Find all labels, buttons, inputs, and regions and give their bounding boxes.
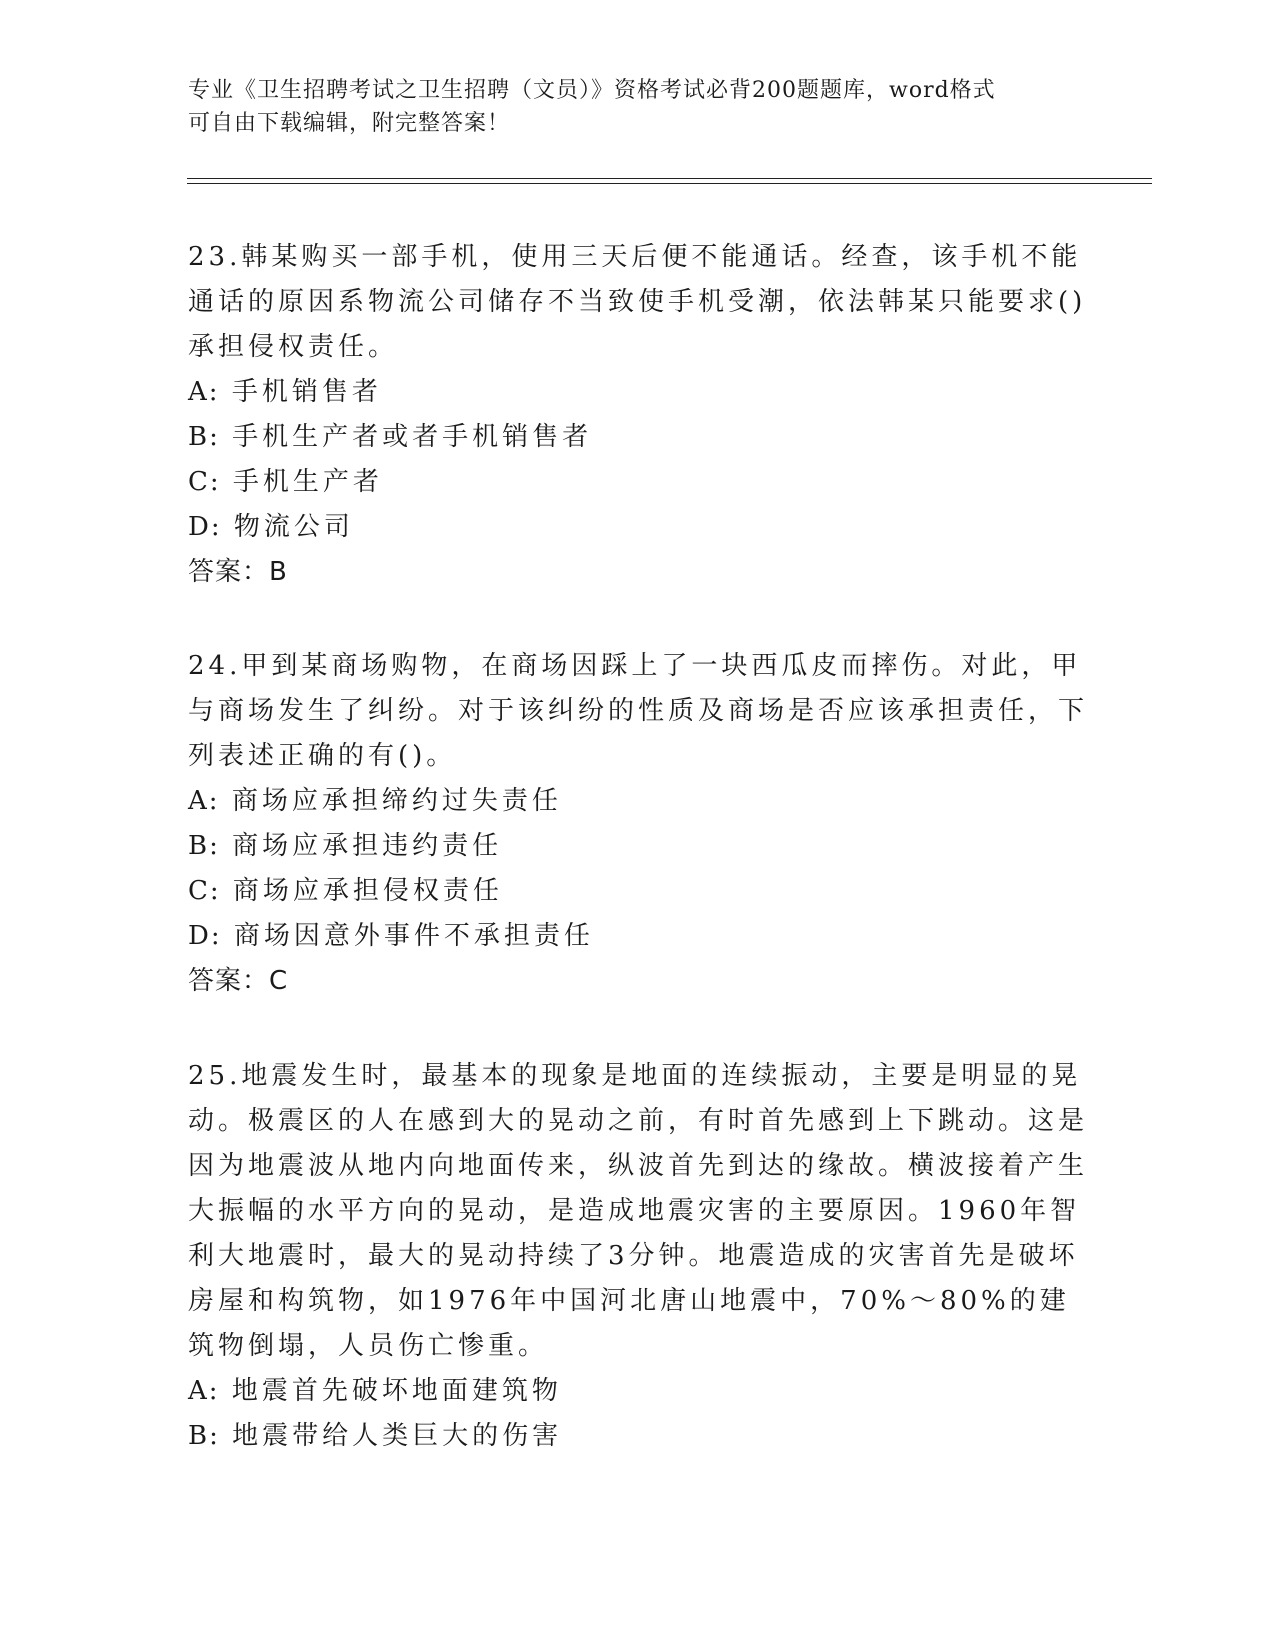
option-a xyxy=(188,779,1088,824)
option-d xyxy=(188,505,1088,550)
option-text: 地震首先破坏地面建筑物 xyxy=(231,1376,562,1406)
option-text: 商场应承担违约责任 xyxy=(232,831,503,861)
option-b xyxy=(188,415,1088,460)
option-text: 手机生产者 xyxy=(232,467,383,497)
option-d xyxy=(188,914,1088,959)
option-text: 商场应承担侵权责任 xyxy=(232,876,503,906)
option-b xyxy=(188,1414,1088,1459)
header-line-2: 可自由下载编辑，附完整答案！ xyxy=(188,111,511,136)
answer: 答案：B xyxy=(188,557,288,587)
option-label: D: xyxy=(188,512,222,542)
header-rule-top xyxy=(187,178,1152,179)
option-label: A: xyxy=(188,786,220,816)
question-stem: 25.地震发生时，最基本的现象是地面的连续振动，主要是明显的晃动。极震区的人在感到大的晃动之前，有时首先感到上下跳动。这是因为地震波从地内向地面传来，纵波首先到达的缘故。横波接着产生大振幅的水平方向的晃动，是造成地震灾害的主要原因。1960年智利大地震时，最大的晃动持续了3分钟。地震造成的灾害首先是破坏房屋和构筑物，如1976年中国河北唐山地震中，70%～80%的建筑物倒塌，人员伤亡惨重。 xyxy=(188,1061,1089,1361)
option-b xyxy=(188,824,1088,869)
header-line-1: 专业《卫生招聘考试之卫生招聘（文员）》资格考试必背200题题库，word格式 xyxy=(188,78,996,103)
option-a xyxy=(188,1369,1088,1414)
question-stem: 23.韩某购买一部手机，使用三天后便不能通话。经查，该手机不能通话的原因系物流公司储存不当致使手机受潮，依法韩某只能要求()承担侵权责任。 xyxy=(188,242,1087,362)
question-24 xyxy=(188,644,1088,1004)
question-stem: 24.甲到某商场购物，在商场因踩上了一块西瓜皮而摔伤。对此，甲与商场发生了纠纷。对于该纠纷的性质及商场是否应该承担责任，下列表述正确的有()。 xyxy=(188,651,1089,771)
option-label: B: xyxy=(188,1421,220,1451)
option-label: C: xyxy=(188,467,221,497)
option-text: 物流公司 xyxy=(233,512,354,542)
option-label: A: xyxy=(188,1376,220,1406)
question-25 xyxy=(188,1054,1088,1459)
option-c xyxy=(188,869,1088,914)
option-text: 手机生产者或者手机销售者 xyxy=(232,422,593,452)
option-a xyxy=(188,370,1088,415)
option-label: B: xyxy=(188,831,220,861)
option-text: 地震带给人类巨大的伤害 xyxy=(232,1421,563,1451)
document-header xyxy=(188,74,1068,140)
option-text: 商场因意外事件不承担责任 xyxy=(233,921,594,951)
option-text: 商场应承担缔约过失责任 xyxy=(231,786,562,816)
option-label: D: xyxy=(188,921,222,951)
option-label: C: xyxy=(188,876,221,906)
header-rule-bottom xyxy=(187,183,1152,184)
option-label: B: xyxy=(188,422,220,452)
option-text: 手机销售者 xyxy=(231,377,382,407)
option-label: A: xyxy=(188,377,220,407)
question-23 xyxy=(188,235,1088,595)
answer: 答案：C xyxy=(188,966,289,996)
option-c xyxy=(188,460,1088,505)
